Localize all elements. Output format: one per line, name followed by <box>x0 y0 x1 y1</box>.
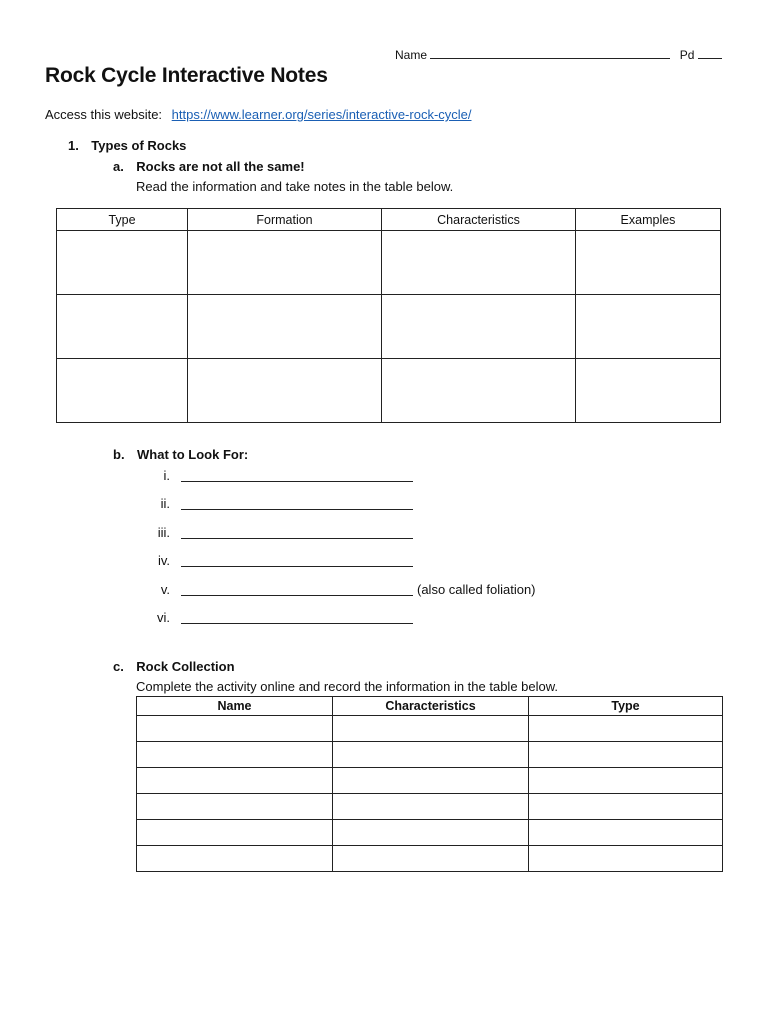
table-cell[interactable] <box>333 846 529 872</box>
table-cell[interactable] <box>382 295 576 359</box>
website-link[interactable]: https://www.learner.org/series/interactive-rock-cycle/ <box>171 107 472 122</box>
table-cell[interactable] <box>333 768 529 794</box>
table-cell[interactable] <box>333 820 529 846</box>
subsection-b-marker: b. <box>113 447 125 462</box>
section-1-title: Types of Rocks <box>91 138 187 153</box>
column-header-formation: Formation <box>188 209 382 231</box>
column-header-examples: Examples <box>576 209 721 231</box>
column-header-name: Name <box>137 697 333 716</box>
table-cell[interactable] <box>57 231 188 295</box>
access-label: Access this website: <box>45 107 163 122</box>
look-for-item <box>136 610 656 626</box>
table-row <box>57 295 721 359</box>
access-line <box>45 107 472 122</box>
section-1-heading <box>68 137 186 155</box>
table-cell[interactable] <box>529 846 723 872</box>
table-cell[interactable] <box>576 359 721 423</box>
table-cell[interactable] <box>529 742 723 768</box>
look-for-answer-line[interactable] <box>181 610 413 624</box>
table-cell[interactable] <box>382 359 576 423</box>
column-header-characteristics: Characteristics <box>382 209 576 231</box>
table-row <box>137 768 723 794</box>
subsection-c-heading <box>113 658 235 676</box>
look-for-answer-line[interactable] <box>181 582 413 596</box>
look-for-item <box>136 582 656 598</box>
table-row <box>137 846 723 872</box>
look-for-item <box>136 468 656 484</box>
name-field[interactable] <box>430 46 670 59</box>
subsection-a-heading <box>113 158 305 176</box>
table-cell[interactable] <box>188 359 382 423</box>
table-cell[interactable] <box>576 231 721 295</box>
look-for-answer-line[interactable] <box>181 468 413 482</box>
table-cell[interactable] <box>137 768 333 794</box>
page-title: Rock Cycle Interactive Notes <box>45 64 328 87</box>
table-cell[interactable] <box>188 295 382 359</box>
table-cell[interactable] <box>137 820 333 846</box>
foliation-note: (also called foliation) <box>417 582 536 597</box>
table-cell[interactable] <box>57 295 188 359</box>
subsection-b-heading <box>113 446 248 464</box>
table-cell[interactable] <box>576 295 721 359</box>
table-cell[interactable] <box>529 716 723 742</box>
look-for-item <box>136 496 656 512</box>
pd-field[interactable] <box>698 46 722 59</box>
look-for-answer-line[interactable] <box>181 553 413 567</box>
name-pd-header <box>395 46 722 62</box>
table-header-row <box>57 209 721 231</box>
look-for-item <box>136 553 656 569</box>
look-for-number: i. <box>163 468 170 483</box>
table-cell[interactable] <box>529 768 723 794</box>
table-cell[interactable] <box>57 359 188 423</box>
look-for-number: iii. <box>157 525 170 540</box>
table-row <box>57 231 721 295</box>
table-row <box>137 716 723 742</box>
subsection-c-title: Rock Collection <box>136 659 235 674</box>
look-for-item <box>136 525 656 541</box>
table-cell[interactable] <box>137 846 333 872</box>
table-cell[interactable] <box>137 742 333 768</box>
name-label: Name <box>395 48 428 62</box>
table-cell[interactable] <box>137 716 333 742</box>
column-header-type: Type <box>57 209 188 231</box>
subsection-b-title: What to Look For: <box>137 447 249 462</box>
table-cell[interactable] <box>529 794 723 820</box>
table-row <box>137 742 723 768</box>
look-for-number: ii. <box>160 496 170 511</box>
table-cell[interactable] <box>333 716 529 742</box>
subsection-c-marker: c. <box>113 659 124 674</box>
subsection-a-instruction: Read the information and take notes in the table below. <box>136 179 454 194</box>
table-header-row <box>137 697 723 716</box>
look-for-answer-line[interactable] <box>181 525 413 539</box>
table-row <box>137 820 723 846</box>
subsection-a-title: Rocks are not all the same! <box>136 159 305 174</box>
table-cell[interactable] <box>529 820 723 846</box>
table-cell[interactable] <box>137 794 333 820</box>
table-row <box>57 359 721 423</box>
look-for-number: iv. <box>157 553 170 568</box>
table-cell[interactable] <box>382 231 576 295</box>
subsection-c-instruction: Complete the activity online and record the information in the table below. <box>136 679 559 694</box>
look-for-answer-line[interactable] <box>181 496 413 510</box>
look-for-number: v. <box>160 582 170 597</box>
rock-collection-table <box>136 696 723 872</box>
table-row <box>137 794 723 820</box>
column-header-type: Type <box>529 697 723 716</box>
look-for-number: vi. <box>157 610 170 625</box>
column-header-characteristics: Characteristics <box>333 697 529 716</box>
pd-label: Pd <box>679 48 695 62</box>
table-cell[interactable] <box>333 794 529 820</box>
subsection-a-marker: a. <box>113 159 124 174</box>
section-1-number: 1. <box>68 138 79 153</box>
table-cell[interactable] <box>333 742 529 768</box>
rock-types-table <box>56 208 721 423</box>
table-cell[interactable] <box>188 231 382 295</box>
